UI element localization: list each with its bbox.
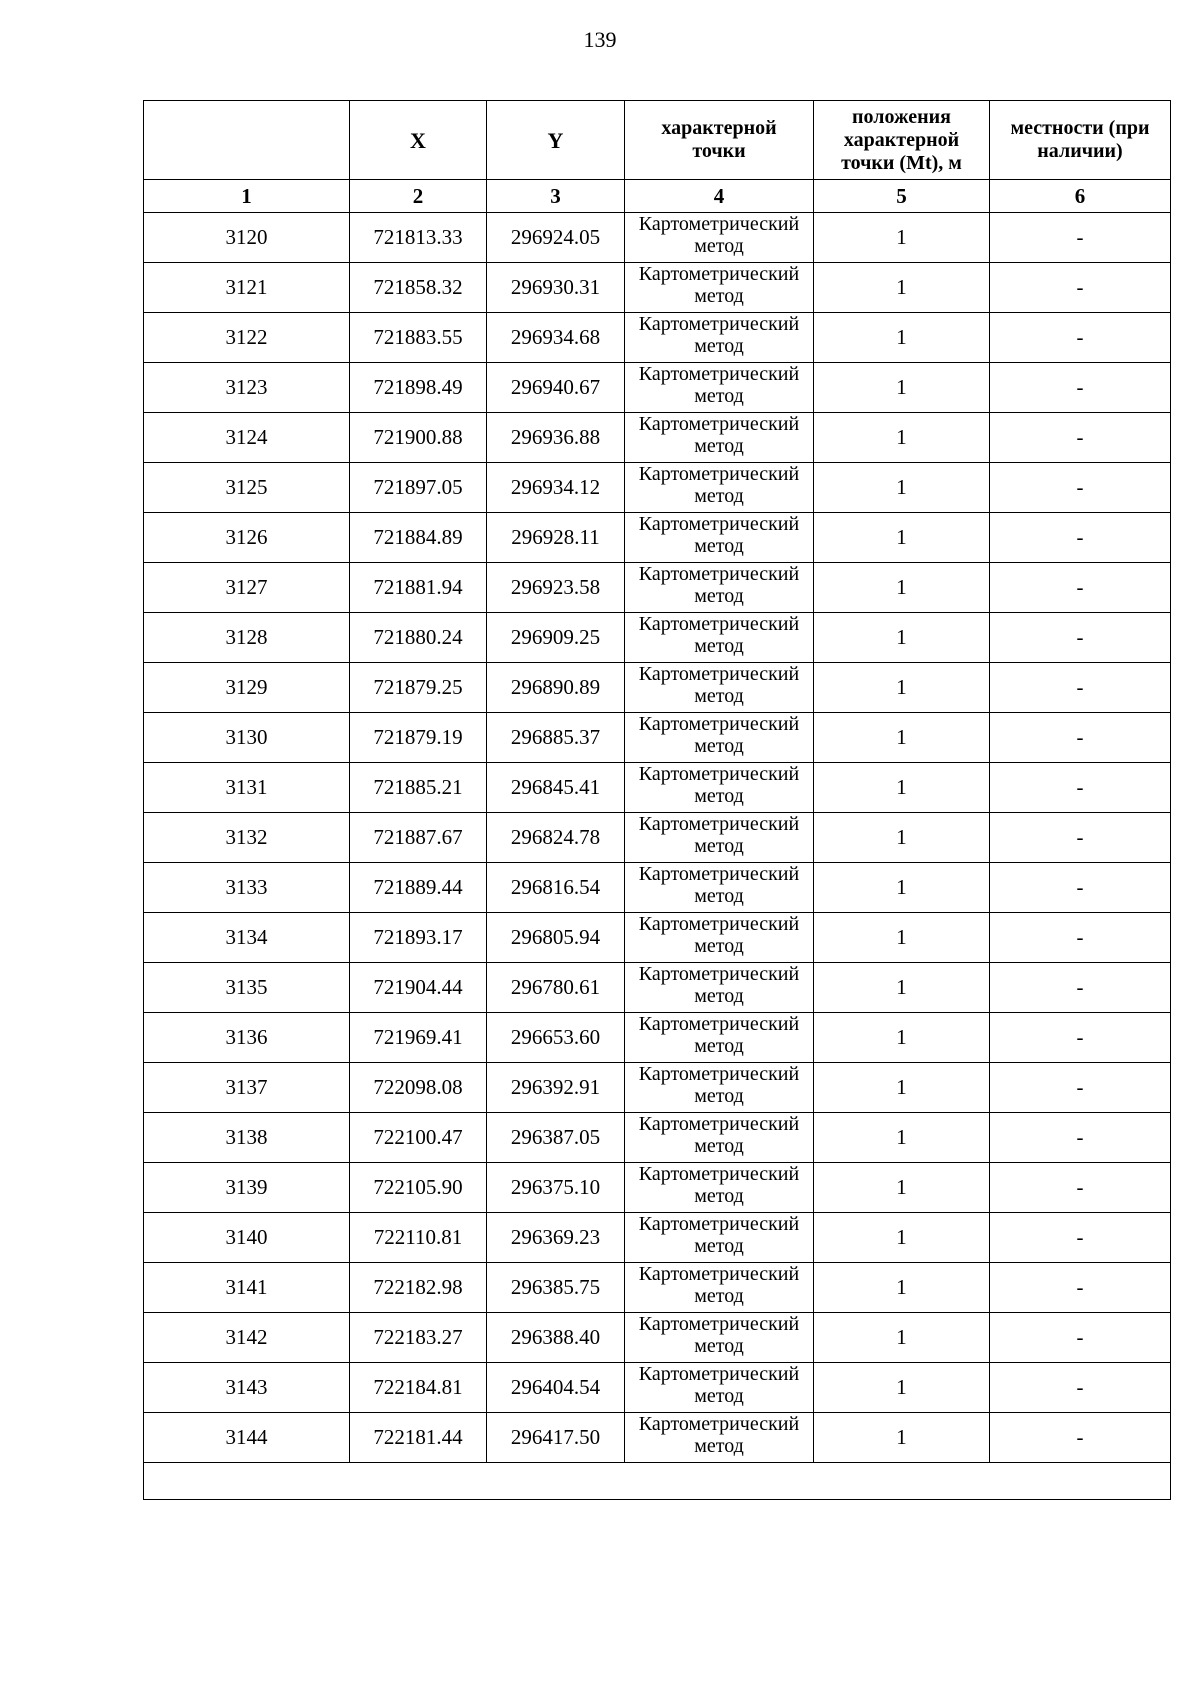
column-number: 3 <box>487 180 625 213</box>
x-coordinate-cell: 721884.89 <box>350 513 487 563</box>
method-cell <box>625 1163 814 1213</box>
method-line-1: Картометрический <box>638 1013 800 1035</box>
point-number-cell: 3120 <box>144 213 350 263</box>
point-number-cell: 3128 <box>144 613 350 663</box>
table-row <box>144 513 1171 563</box>
point-number-cell: 3127 <box>144 563 350 613</box>
table-row <box>144 1413 1171 1463</box>
table-row <box>144 213 1171 263</box>
header-cell: X <box>350 101 487 180</box>
y-coordinate-cell: 296940.67 <box>487 363 625 413</box>
header-cell: положения характерной точки (Mt), м <box>814 101 990 180</box>
method-cell <box>625 913 814 963</box>
description-cell: - <box>990 613 1171 663</box>
point-number-cell: 3139 <box>144 1163 350 1213</box>
point-number-cell: 3130 <box>144 713 350 763</box>
method-cell <box>625 1263 814 1313</box>
accuracy-cell: 1 <box>814 613 990 663</box>
method-line-1: Картометрический <box>638 1413 800 1435</box>
description-cell: - <box>990 1113 1171 1163</box>
point-number-cell: 3135 <box>144 963 350 1013</box>
point-number-cell: 3133 <box>144 863 350 913</box>
method-line-1: Картометрический <box>638 713 800 735</box>
y-coordinate-cell: 296845.41 <box>487 763 625 813</box>
column-number: 6 <box>990 180 1171 213</box>
method-line-2: метод <box>694 1085 744 1107</box>
header-cell: местности (при наличии) <box>990 101 1171 180</box>
method-line-2: метод <box>694 535 744 557</box>
method-cell <box>625 863 814 913</box>
accuracy-cell: 1 <box>814 213 990 263</box>
table-row <box>144 1263 1171 1313</box>
x-coordinate-cell: 722110.81 <box>350 1213 487 1263</box>
description-cell: - <box>990 913 1171 963</box>
x-coordinate-cell: 721813.33 <box>350 213 487 263</box>
page-number: 139 <box>583 27 617 52</box>
method-line-1: Картометрический <box>638 413 800 435</box>
method-cell <box>625 1063 814 1113</box>
header-cell <box>144 101 350 180</box>
method-cell <box>625 363 814 413</box>
method-cell <box>625 1213 814 1263</box>
accuracy-cell: 1 <box>814 1363 990 1413</box>
description-cell: - <box>990 1363 1171 1413</box>
point-number-cell: 3126 <box>144 513 350 563</box>
accuracy-cell: 1 <box>814 1113 990 1163</box>
accuracy-cell: 1 <box>814 1313 990 1363</box>
description-cell: - <box>990 413 1171 463</box>
method-line-2: метод <box>694 335 744 357</box>
y-coordinate-cell: 296404.54 <box>487 1363 625 1413</box>
method-line-1: Картометрический <box>638 363 800 385</box>
method-line-2: метод <box>694 685 744 707</box>
description-cell: - <box>990 463 1171 513</box>
method-line-1: Картометрический <box>638 1213 800 1235</box>
description-cell: - <box>990 1263 1171 1313</box>
method-cell <box>625 613 814 663</box>
x-coordinate-cell: 721858.32 <box>350 263 487 313</box>
accuracy-cell: 1 <box>814 913 990 963</box>
method-line-2: метод <box>694 1435 744 1457</box>
table-row <box>144 913 1171 963</box>
x-coordinate-cell: 721887.67 <box>350 813 487 863</box>
table-row <box>144 363 1171 413</box>
table-row <box>144 263 1171 313</box>
header-cell: характерной точки <box>625 101 814 180</box>
method-line-2: метод <box>694 435 744 457</box>
y-coordinate-cell: 296930.31 <box>487 263 625 313</box>
method-cell <box>625 213 814 263</box>
method-line-1: Картометрический <box>638 1263 800 1285</box>
table-row <box>144 613 1171 663</box>
point-number-cell: 3134 <box>144 913 350 963</box>
description-cell: - <box>990 1313 1171 1363</box>
method-line-2: метод <box>694 285 744 307</box>
description-cell: - <box>990 813 1171 863</box>
y-coordinate-cell: 296890.89 <box>487 663 625 713</box>
method-line-1: Картометрический <box>638 1163 800 1185</box>
point-number-cell: 3123 <box>144 363 350 413</box>
description-cell: - <box>990 313 1171 363</box>
x-coordinate-cell: 721898.49 <box>350 363 487 413</box>
point-number-cell: 3137 <box>144 1063 350 1113</box>
table-row <box>144 813 1171 863</box>
method-line-1: Картометрический <box>638 513 800 535</box>
accuracy-cell: 1 <box>814 963 990 1013</box>
x-coordinate-cell: 721893.17 <box>350 913 487 963</box>
description-cell: - <box>990 213 1171 263</box>
coordinates-table <box>143 100 1171 1500</box>
method-cell <box>625 763 814 813</box>
description-cell: - <box>990 963 1171 1013</box>
table-row <box>144 763 1171 813</box>
method-line-2: метод <box>694 635 744 657</box>
method-line-1: Картометрический <box>638 913 800 935</box>
x-coordinate-cell: 721880.24 <box>350 613 487 663</box>
x-coordinate-cell: 721969.41 <box>350 1013 487 1063</box>
method-line-1: Картометрический <box>638 613 800 635</box>
x-coordinate-cell: 722098.08 <box>350 1063 487 1113</box>
method-line-1: Картометрический <box>638 863 800 885</box>
method-cell <box>625 1113 814 1163</box>
description-cell: - <box>990 363 1171 413</box>
accuracy-cell: 1 <box>814 763 990 813</box>
method-line-2: метод <box>694 1135 744 1157</box>
x-coordinate-cell: 722105.90 <box>350 1163 487 1213</box>
method-cell <box>625 313 814 363</box>
y-coordinate-cell: 296417.50 <box>487 1413 625 1463</box>
point-number-cell: 3138 <box>144 1113 350 1163</box>
accuracy-cell: 1 <box>814 813 990 863</box>
method-line-1: Картометрический <box>638 1363 800 1385</box>
method-cell <box>625 663 814 713</box>
method-cell <box>625 563 814 613</box>
accuracy-cell: 1 <box>814 513 990 563</box>
column-number: 5 <box>814 180 990 213</box>
accuracy-cell: 1 <box>814 563 990 613</box>
description-cell: - <box>990 263 1171 313</box>
accuracy-cell: 1 <box>814 263 990 313</box>
x-coordinate-cell: 721900.88 <box>350 413 487 463</box>
method-line-2: метод <box>694 985 744 1007</box>
y-coordinate-cell: 296780.61 <box>487 963 625 1013</box>
point-number-cell: 3142 <box>144 1313 350 1363</box>
y-coordinate-cell: 296369.23 <box>487 1213 625 1263</box>
y-coordinate-cell: 296923.58 <box>487 563 625 613</box>
method-cell <box>625 463 814 513</box>
y-coordinate-cell: 296387.05 <box>487 1113 625 1163</box>
method-cell <box>625 1013 814 1063</box>
method-cell <box>625 1413 814 1463</box>
method-line-2: метод <box>694 935 744 957</box>
table-row <box>144 963 1171 1013</box>
y-coordinate-cell: 296805.94 <box>487 913 625 963</box>
point-number-cell: 3144 <box>144 1413 350 1463</box>
x-coordinate-cell: 722183.27 <box>350 1313 487 1363</box>
method-cell <box>625 713 814 763</box>
method-line-1: Картометрический <box>638 813 800 835</box>
method-cell <box>625 813 814 863</box>
accuracy-cell: 1 <box>814 1413 990 1463</box>
accuracy-cell: 1 <box>814 463 990 513</box>
method-line-1: Картометрический <box>638 463 800 485</box>
y-coordinate-cell: 296385.75 <box>487 1263 625 1313</box>
method-line-2: метод <box>694 1385 744 1407</box>
table-row <box>144 1113 1171 1163</box>
y-coordinate-cell: 296885.37 <box>487 713 625 763</box>
accuracy-cell: 1 <box>814 313 990 363</box>
y-coordinate-cell: 296653.60 <box>487 1013 625 1063</box>
method-line-2: метод <box>694 735 744 757</box>
y-coordinate-cell: 296909.25 <box>487 613 625 663</box>
method-line-2: метод <box>694 1285 744 1307</box>
x-coordinate-cell: 721881.94 <box>350 563 487 613</box>
method-line-1: Картометрический <box>638 763 800 785</box>
method-line-2: метод <box>694 1035 744 1057</box>
x-coordinate-cell: 721879.19 <box>350 713 487 763</box>
accuracy-cell: 1 <box>814 863 990 913</box>
method-cell <box>625 413 814 463</box>
y-coordinate-cell: 296936.88 <box>487 413 625 463</box>
point-number-cell: 3121 <box>144 263 350 313</box>
point-number-cell: 3132 <box>144 813 350 863</box>
point-number-cell: 3143 <box>144 1363 350 1413</box>
method-cell <box>625 1313 814 1363</box>
point-number-cell: 3141 <box>144 1263 350 1313</box>
x-coordinate-cell: 722184.81 <box>350 1363 487 1413</box>
point-number-cell: 3125 <box>144 463 350 513</box>
table-row <box>144 663 1171 713</box>
y-coordinate-cell: 296824.78 <box>487 813 625 863</box>
point-number-cell: 3131 <box>144 763 350 813</box>
method-line-1: Картометрический <box>638 563 800 585</box>
method-line-1: Картометрический <box>638 663 800 685</box>
point-number-cell: 3136 <box>144 1013 350 1063</box>
y-coordinate-cell: 296392.91 <box>487 1063 625 1113</box>
y-coordinate-cell: 296934.12 <box>487 463 625 513</box>
accuracy-cell: 1 <box>814 663 990 713</box>
description-cell: - <box>990 1413 1171 1463</box>
description-cell: - <box>990 1213 1171 1263</box>
method-line-1: Картометрический <box>638 313 800 335</box>
x-coordinate-cell: 721885.21 <box>350 763 487 813</box>
x-coordinate-cell: 721904.44 <box>350 963 487 1013</box>
y-coordinate-cell: 296928.11 <box>487 513 625 563</box>
x-coordinate-cell: 721889.44 <box>350 863 487 913</box>
empty-footer-row <box>144 1463 1171 1500</box>
table-body <box>144 213 1171 1463</box>
table-row <box>144 563 1171 613</box>
table-row <box>144 1213 1171 1263</box>
x-coordinate-cell: 721897.05 <box>350 463 487 513</box>
column-number-row <box>144 180 1171 213</box>
table-row <box>144 463 1171 513</box>
method-line-1: Картометрический <box>638 1063 800 1085</box>
accuracy-cell: 1 <box>814 713 990 763</box>
method-line-2: метод <box>694 885 744 907</box>
method-cell <box>625 963 814 1013</box>
accuracy-cell: 1 <box>814 1213 990 1263</box>
x-coordinate-cell: 721883.55 <box>350 313 487 363</box>
point-number-cell: 3122 <box>144 313 350 363</box>
table-row <box>144 413 1171 463</box>
y-coordinate-cell: 296924.05 <box>487 213 625 263</box>
description-cell: - <box>990 1063 1171 1113</box>
table-row <box>144 713 1171 763</box>
method-cell <box>625 513 814 563</box>
accuracy-cell: 1 <box>814 1063 990 1113</box>
header-cell: Y <box>487 101 625 180</box>
accuracy-cell: 1 <box>814 1163 990 1213</box>
y-coordinate-cell: 296816.54 <box>487 863 625 913</box>
method-line-2: метод <box>694 235 744 257</box>
table-row <box>144 1363 1171 1413</box>
method-cell <box>625 263 814 313</box>
x-coordinate-cell: 721879.25 <box>350 663 487 713</box>
description-cell: - <box>990 513 1171 563</box>
x-coordinate-cell: 722181.44 <box>350 1413 487 1463</box>
accuracy-cell: 1 <box>814 1013 990 1063</box>
table-row <box>144 1063 1171 1113</box>
accuracy-cell: 1 <box>814 1263 990 1313</box>
column-number: 1 <box>144 180 350 213</box>
accuracy-cell: 1 <box>814 363 990 413</box>
method-line-1: Картометрический <box>638 263 800 285</box>
method-line-2: метод <box>694 1185 744 1207</box>
method-line-1: Картометрический <box>638 1313 800 1335</box>
table-row <box>144 1313 1171 1363</box>
method-line-2: метод <box>694 1235 744 1257</box>
description-cell: - <box>990 663 1171 713</box>
empty-footer-cell <box>144 1463 1171 1500</box>
x-coordinate-cell: 722182.98 <box>350 1263 487 1313</box>
y-coordinate-cell: 296934.68 <box>487 313 625 363</box>
method-line-2: метод <box>694 585 744 607</box>
point-number-cell: 3124 <box>144 413 350 463</box>
header-row <box>144 101 1171 180</box>
point-number-cell: 3140 <box>144 1213 350 1263</box>
description-cell: - <box>990 763 1171 813</box>
description-cell: - <box>990 1163 1171 1213</box>
method-line-1: Картометрический <box>638 963 800 985</box>
column-number: 4 <box>625 180 814 213</box>
description-cell: - <box>990 563 1171 613</box>
table-row <box>144 313 1171 363</box>
y-coordinate-cell: 296375.10 <box>487 1163 625 1213</box>
method-line-1: Картометрический <box>638 1113 800 1135</box>
method-line-2: метод <box>694 385 744 407</box>
method-line-1: Картометрический <box>638 213 800 235</box>
table-row <box>144 1163 1171 1213</box>
table-row <box>144 1013 1171 1063</box>
method-line-2: метод <box>694 485 744 507</box>
y-coordinate-cell: 296388.40 <box>487 1313 625 1363</box>
method-line-2: метод <box>694 785 744 807</box>
method-line-2: метод <box>694 1335 744 1357</box>
method-cell <box>625 1363 814 1413</box>
method-line-2: метод <box>694 835 744 857</box>
point-number-cell: 3129 <box>144 663 350 713</box>
description-cell: - <box>990 863 1171 913</box>
table-row <box>144 863 1171 913</box>
column-number: 2 <box>350 180 487 213</box>
description-cell: - <box>990 713 1171 763</box>
description-cell: - <box>990 1013 1171 1063</box>
accuracy-cell: 1 <box>814 413 990 463</box>
x-coordinate-cell: 722100.47 <box>350 1113 487 1163</box>
